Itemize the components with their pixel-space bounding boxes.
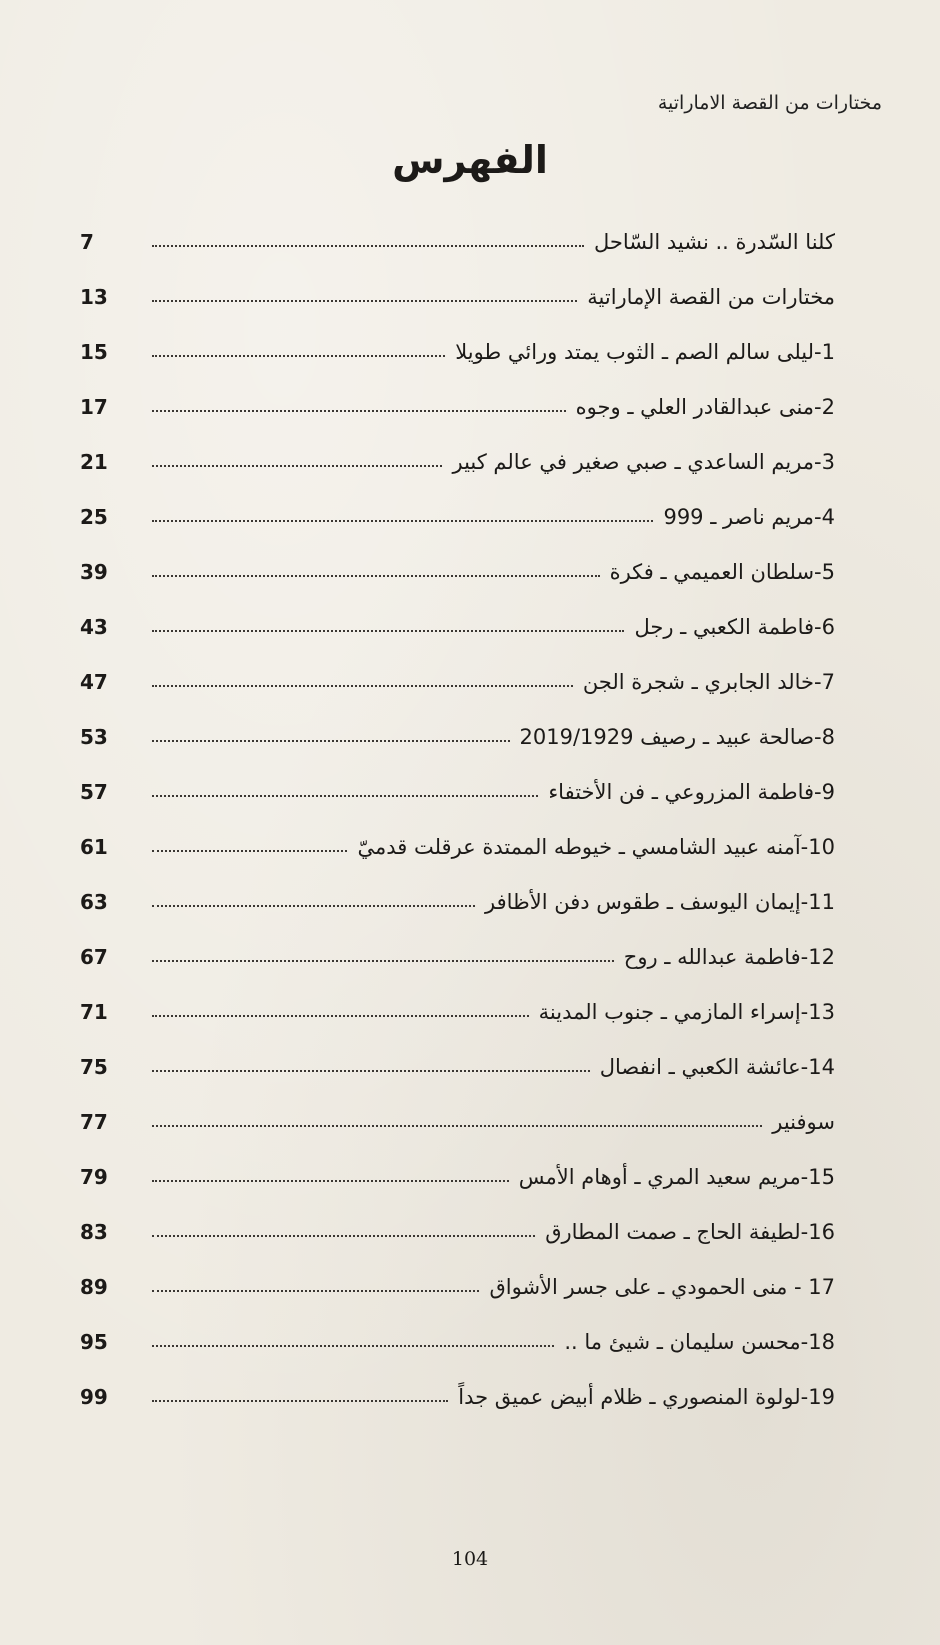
toc-page-number: 21	[80, 450, 108, 474]
dot-leader	[152, 685, 573, 687]
toc-title: 19-لولوة المنصوري ـ ظلام أبيض عميق جداً	[458, 1385, 835, 1409]
toc-title: 1-ليلى سالم الصم ـ الثوب يمتد ورائي طويلا	[455, 340, 835, 364]
dot-leader	[152, 465, 442, 467]
dot-leader	[152, 355, 445, 357]
toc-entry	[80, 497, 835, 537]
toc-page-number: 53	[80, 725, 108, 749]
toc-entry	[80, 717, 835, 757]
toc-entry	[80, 992, 835, 1032]
toc-entry	[80, 277, 835, 317]
dot-leader	[152, 795, 538, 797]
toc-page-number: 43	[80, 615, 108, 639]
toc-page-number: 67	[80, 945, 108, 969]
toc-title: 14-عائشة الكعبي ـ انفصال	[599, 1055, 835, 1079]
toc-page-number: 61	[80, 835, 108, 859]
toc-entry	[80, 332, 835, 372]
toc-title: 2-منى عبدالقادر العلي ـ وجوه	[575, 395, 835, 419]
toc-entry	[80, 882, 835, 922]
toc-page-number: 57	[80, 780, 108, 804]
toc-page-number: 75	[80, 1055, 108, 1079]
dot-leader	[152, 1290, 479, 1292]
toc-page-number: 13	[80, 285, 108, 309]
toc-page-number: 83	[80, 1220, 108, 1244]
toc-page-number: 47	[80, 670, 108, 694]
toc-title: 13-إسراء المازمي ـ جنوب المدينة	[538, 1000, 835, 1024]
toc-entry	[80, 442, 835, 482]
toc-page-number: 63	[80, 890, 108, 914]
toc-page-number: 77	[80, 1110, 108, 1134]
dot-leader	[152, 905, 475, 907]
dot-leader	[152, 410, 566, 412]
toc-title: 3-مريم الساعدي ـ صبي صغير في عالم كبير	[452, 450, 835, 474]
toc-title: 18-محسن سليمان ـ شيئ ما ..	[564, 1330, 835, 1354]
dot-leader	[152, 575, 600, 577]
toc-entry	[80, 827, 835, 867]
toc-title: سوفنير	[772, 1110, 835, 1134]
toc-entry	[80, 772, 835, 812]
toc-title: 7-خالد الجابري ـ شجرة الجن	[582, 670, 835, 694]
toc-entry	[80, 552, 835, 592]
toc-entry	[80, 1212, 835, 1252]
toc-page-number: 95	[80, 1330, 108, 1354]
dot-leader	[152, 740, 510, 742]
toc-entry	[80, 1102, 835, 1142]
toc-title: 4-مريم ناصر ـ 999	[663, 505, 835, 529]
page-title: الفهرس	[392, 138, 548, 182]
toc-title: كلنا السّدرة .. نشيد السّاحل	[593, 230, 835, 254]
page-number: 104	[451, 1548, 489, 1570]
toc-page-number: 89	[80, 1275, 108, 1299]
toc-page-number: 7	[80, 230, 94, 254]
dot-leader	[152, 630, 624, 632]
dot-leader	[152, 1015, 529, 1017]
toc-entry	[80, 1377, 835, 1417]
toc-title: 10-آمنه عبيد الشامسي ـ خيوطه الممتدة عرقلت قدميّ	[357, 835, 835, 859]
toc-page-number: 25	[80, 505, 108, 529]
dot-leader	[152, 960, 614, 962]
toc-entry	[80, 387, 835, 427]
running-header: مختارات من القصة الاماراتية	[657, 92, 882, 114]
toc-title: 8-صالحة عبيد ـ رصيف 2019/1929	[519, 725, 835, 749]
toc-page-number: 39	[80, 560, 108, 584]
dot-leader	[152, 850, 347, 852]
toc-page-number: 79	[80, 1165, 108, 1189]
toc-title: 15-مريم سعيد المري ـ أوهام الأمس	[518, 1165, 835, 1189]
dot-leader	[152, 300, 577, 302]
toc-entry	[80, 1157, 835, 1197]
toc-title: 9-فاطمة المزروعي ـ فن الأختفاء	[548, 780, 835, 804]
toc-title: 17 - منى الحمودي ـ على جسر الأشواق	[489, 1275, 835, 1299]
toc-page-number: 99	[80, 1385, 108, 1409]
toc-entry	[80, 1047, 835, 1087]
toc-entry	[80, 222, 835, 262]
toc-page-number: 17	[80, 395, 108, 419]
toc-entry	[80, 607, 835, 647]
toc-title: 16-لطيفة الحاج ـ صمت المطارق	[545, 1220, 835, 1244]
toc-title: 5-سلطان العميمي ـ فكرة	[609, 560, 835, 584]
toc-entry	[80, 1322, 835, 1362]
dot-leader	[152, 520, 653, 522]
dot-leader	[152, 1180, 509, 1182]
dot-leader	[152, 1070, 590, 1072]
dot-leader	[152, 1400, 448, 1402]
toc-title: مختارات من القصة الإماراتية	[587, 285, 835, 309]
toc-entry	[80, 937, 835, 977]
dot-leader	[152, 1235, 535, 1237]
toc-title: 11-إيمان اليوسف ـ طقوس دفن الأظافر	[485, 890, 835, 914]
dot-leader	[152, 1345, 554, 1347]
toc-title: 12-فاطمة عبدالله ـ روح	[623, 945, 835, 969]
toc-entry	[80, 662, 835, 702]
dot-leader	[152, 1125, 762, 1127]
dot-leader	[152, 245, 584, 247]
toc-page-number: 15	[80, 340, 108, 364]
toc-entry	[80, 1267, 835, 1307]
toc-title: 6-فاطمة الكعبي ـ رجل	[634, 615, 835, 639]
toc-page-number: 71	[80, 1000, 108, 1024]
